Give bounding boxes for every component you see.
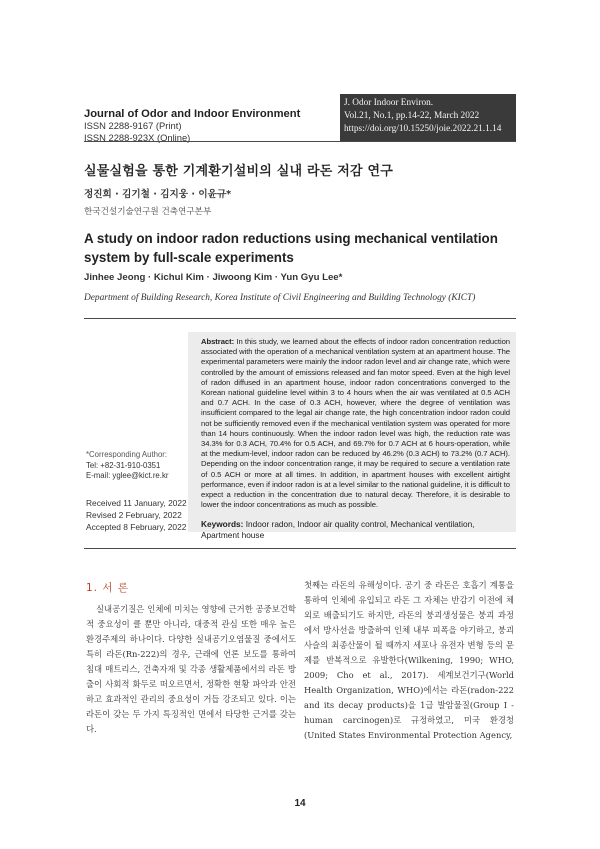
abstract <box>201 337 510 510</box>
submission-dates <box>86 497 187 533</box>
received-date: Received 11 January, 2022 <box>86 498 187 508</box>
journal-name: Journal of Odor and Indoor Environment <box>84 108 301 120</box>
citation-journal: J. Odor Indoor Environ. <box>344 98 434 108</box>
doi-link[interactable]: https://doi.org/10.15250/joie.2022.21.1.14 <box>344 123 502 134</box>
citation-box <box>340 94 516 141</box>
corresponding-author <box>86 450 168 482</box>
english-affiliation: Department of Building Research, Korea Institute of Civil Engineering and Building Technology (KICT) <box>84 293 476 303</box>
abstract-box <box>188 332 516 541</box>
keywords-body: Indoor radon, Indoor air quality control, Mechanical ventilation, Apartment house <box>201 519 475 541</box>
section-heading: 1. 서 론 <box>86 582 129 594</box>
header-rule <box>84 141 516 142</box>
korean-affiliation: 한국건설기술연구원 건축연구본부 <box>84 207 212 217</box>
page-number: 14 <box>294 798 306 809</box>
keywords-label: Keywords: <box>201 519 244 530</box>
english-title: A study on indoor radon reductions using mechanical ventilation system by full-scale experiments <box>84 231 498 265</box>
corresponding-label: *Corresponding Author: <box>86 450 168 459</box>
corresponding-email[interactable]: E-mail: yglee@kict.re.kr <box>86 471 169 480</box>
corresponding-tel: Tel: +82-31-910-0351 <box>86 460 161 470</box>
issn-print: ISSN 2288-9167 (Print) <box>84 120 182 131</box>
english-authors: Jinhee Jeong · Kichul Kim · Jiwoong Kim · Yun Gyu Lee* <box>84 272 343 283</box>
keywords <box>201 519 510 541</box>
issn-online: ISSN 2288-923X (Online) <box>84 131 191 143</box>
abstract-label: Abstract: <box>201 337 235 346</box>
korean-authors: 정진희 · 김기철 · 김지웅 · 이윤규* <box>84 189 232 200</box>
accepted-date: Accepted 8 February, 2022 <box>86 522 187 532</box>
citation-volume: Vol.21, No.1, pp.14-22, March 2022 <box>344 110 480 121</box>
korean-title: 실물실험을 통한 기계환기설비의 실내 라돈 저감 연구 <box>84 164 394 179</box>
revised-date: Revised 2 February, 2022 <box>86 510 182 520</box>
journal-header <box>84 108 334 143</box>
abstract-body: In this study, we learned about the effects of indoor radon concentration reduction associated with the operation of a mechanical ventilation system at an apartment house. The experimental parameters were mainly the indoor radon level and air change rate, which were controlled by the amount of emissions released and fan motor speed. Even at the high level of radon diffused in an apartment house, indoor radon concentrations converged to the Korean national guideline level within 3 to 4 hours when the air was ventilated at 0.5 ACH and 0.7 ACH. In the case of 0.3 ACH, however, where the degree of ventilation was insufficient compared to the legal air change rate, the high concentration indoor radon could not be sufficiently removed even if the mechanical ventilation system was operated for more than 14 hours continuously. When the indoor radon level was high, the reduction rate was 34.3% for 0.3 ACH, 70.4% for 0.5 ACH, and 69.7% for 0.7 ACH at 6 hours-operation, while at the medium-level, indoor radon can be reduced by 46.2% (0.3 ACH) to 73.2% (0.7 ACH). Depending on the indoor concentration range, it may be required to secure a ventilation rate of 0.5 ACH or more at all times. In addition, in apartment houses with excellent airtight performance, even if indoor radon is at a level similar to the national guideline, it is difficult to expect a reduction in the concentration due to natural decay. Therefore, it is desirable to lower the indoor concentrations as much as possible. <box>201 337 510 510</box>
body-right-column: 첫째는 라돈의 유해성이다. 공기 중 라돈은 호흡기 계통을 통하여 인체에 유입되고 라돈 그 자체는 반감기 이전에 체외로 배출되기도 하지만, 라돈의 붕괴생성물은 붕괴 과정에서 방사선을 방출하여 인체 내부 피폭을 야기하고, 붕괴사슬의 최종산물이 될 때까지 세포나 유전자 변형 등의 문제를 반복적으로 유발한다(Wilkening, 1990; WHO, 2009; Cho et al., 2017). 세계보건기구(World Health Organization, WHO)에서는 라돈(radon-222 and its decay products)을 1급 발암물질(Group I - human carcinogen)로 규정하였고, 미국 환경청(United States Environmental Protection Agency, <box>304 580 514 741</box>
body-left-column: 실내공기질은 인체에 미치는 영향에 근거한 공중보건학적 중요성이 클 뿐만 아니라, 대중적 관심 또한 매우 높은 환경주제의 하나이다. 다양한 실내공기오염물질 중에서도 특히 라돈(Rn-222)의 경우, 근래에 언론 보도를 통하여 침대 매트리스, 건축자재 및 각종 생활제품에서의 라돈 방출이 사회적 화두로 떠오르면서, 정확한 현황 파악과 안전하고 효과적인 관리의 중요성이 거듭 강조되고 있다. 이는 라돈이 갖는 두 가지 특징적인 면에서 타당한 근거를 갖는다. <box>86 604 296 735</box>
affiliation-rule <box>84 318 516 319</box>
abstract-rule <box>84 548 516 549</box>
